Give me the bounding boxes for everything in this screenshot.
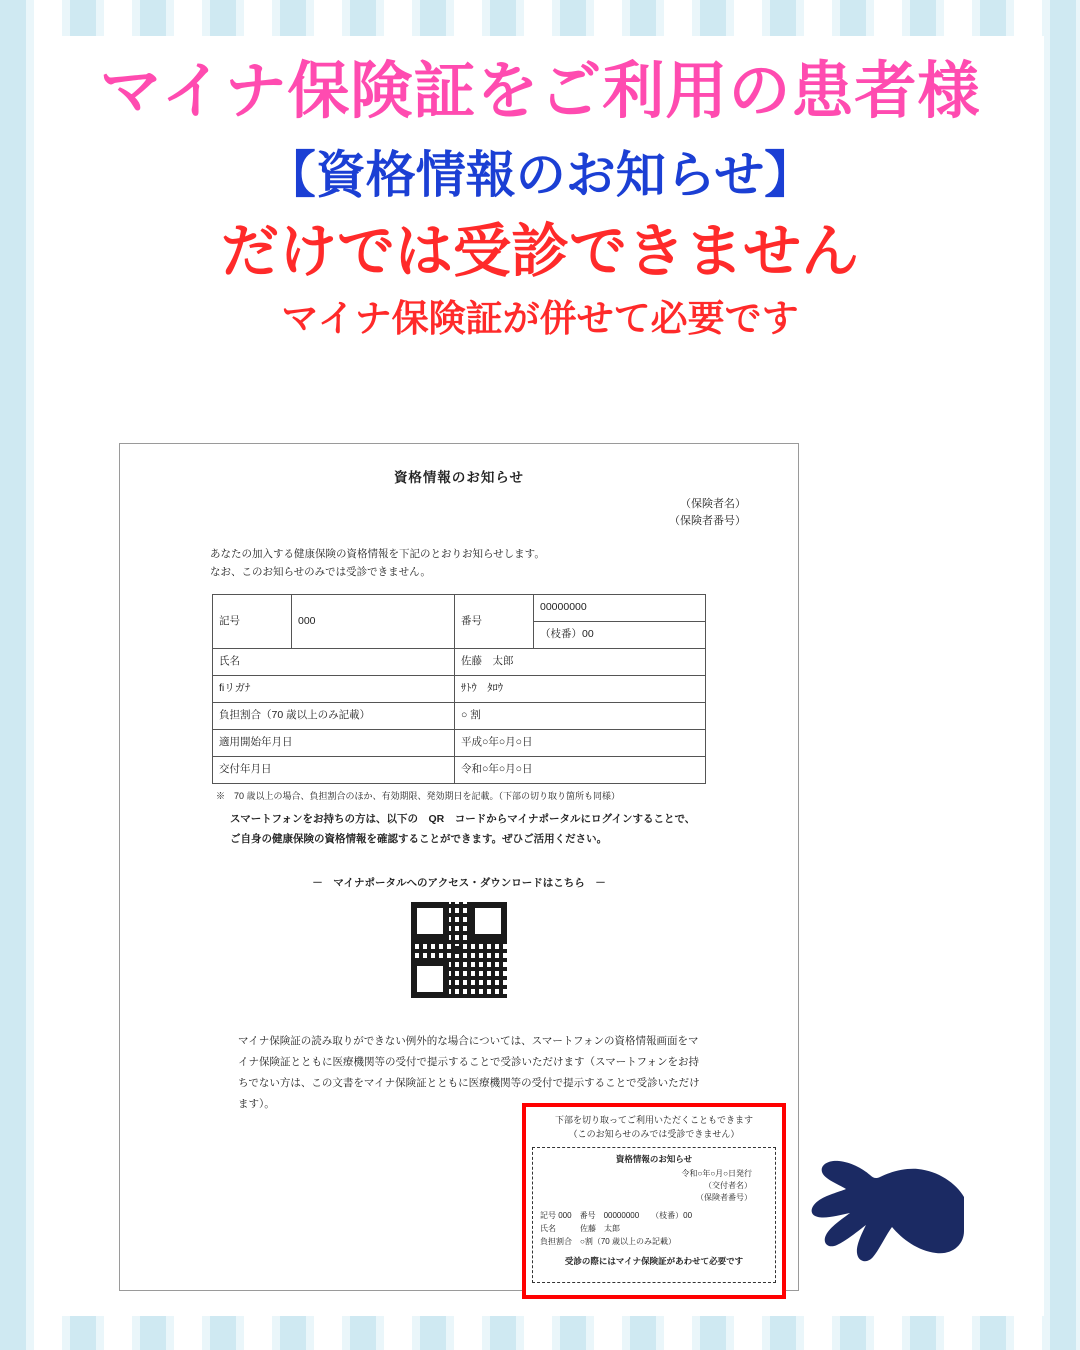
qr-code-icon [411,902,507,998]
cell-name-value: 佐藤 太郎 [455,648,706,675]
issuer-block [120,496,798,529]
cell-issue-date-label: 交付年月日 [213,756,455,783]
qr-area [120,902,798,1003]
document-sheet-inner [120,466,798,1312]
cutout-row-name: 氏名 佐藤 太郎 [540,1223,620,1233]
cell-kigou-value: 000 [292,594,455,648]
headline-line-2: 【資格情報のお知らせ】 [265,147,815,204]
table-row [213,594,706,621]
table-row [213,756,706,783]
headline-line-1: マイナ保険証をご利用の患者様 [99,57,981,126]
lead-line-1: あなたの加入する健康保険の資格情報を下記のとおりお知らせします。 [210,548,545,560]
cutout-section [522,1103,786,1299]
cutout-row-burden: 負担割合 ○割（70 歳以上のみ記載） [540,1236,676,1246]
cell-burden-label: 負担割合（70 歳以上のみ記載） [213,702,455,729]
headline-line-4: マイナ保険証が併せて必要です [281,297,799,339]
headline-block [0,56,1080,341]
issuer-name-label: （保険者名） [680,498,746,510]
cutout-header-line-2: （このお知らせのみでは受診できません） [568,1128,740,1139]
insurance-info-table [212,594,706,784]
cell-furigana-value: ｻﾄｳ ﾀﾛｳ [455,675,706,702]
headline-line-3: だけでは受診できません [220,219,859,285]
qr-alignment-marker [411,960,449,998]
cutout-issuer-number: （保険者番号） [696,1193,752,1202]
cutout-issue-block [540,1168,768,1204]
document-sheet [119,443,799,1291]
smartphone-instruction-line-2: ご自身の健康保険の資格情報を確認することができます。ぜひご活用ください。 [230,832,608,845]
cell-issue-date-value: 令和○年○月○日 [455,756,706,783]
smartphone-instruction-line-1: スマートフォンをお持ちの方は、以下の QR コードからマイナポータルにログインすることで、 [230,813,696,826]
lead-line-2: なお、このお知らせのみでは受診できません。 [210,566,431,579]
qr-caption: － マイナポータルへのアクセス・ダウンロードはこちら － [312,877,606,890]
cell-furigana-label: ﬁリガﾅ [213,675,455,702]
cutout-title: 資格情報のお知らせ [615,1154,693,1164]
exception-paragraph: マイナ保険証の読み取りができない例外的な場合については、スマートフォンの資格情報画面をマイナ保険証とともに医療機関等の受付で提示することで受診いただけます（スマートフォンをお持ちでない方は、この文書をマイナ保険証とともに医療機関等の受付で提示することで受診いただけます）。 [238,1035,700,1111]
table-row [213,702,706,729]
table-row [213,648,706,675]
table-row [213,729,706,756]
cell-edaban-value: （枝番）00 [534,621,706,648]
cutout-info-rows [540,1210,768,1248]
cutout-issue-date: 令和○年○月○日発行 [681,1169,752,1178]
qr-center-dot [455,946,463,954]
lead-paragraph [120,545,798,582]
cell-start-date-value: 平成○年○月○日 [455,729,706,756]
pointing-hand-icon [806,1135,966,1285]
issuer-number-label: （保険者番号） [669,514,746,527]
cutout-dashed-box [532,1147,776,1283]
cell-bangou-label: 番号 [455,594,534,648]
cutout-row-kigou: 記号 000 番号 00000000 （枝番）00 [540,1211,693,1220]
cell-burden-value: ○ 割 [455,702,706,729]
cell-kigou-label: 記号 [213,594,292,648]
cutout-issuer-name: （交付者名） [704,1181,752,1190]
cutout-header [526,1114,782,1141]
cell-bangou-value: 00000000 [534,594,706,621]
cutout-footer-note: 受診の際にはマイナ保険証があわせて必要です [564,1256,744,1267]
cell-start-date-label: 適用開始年月日 [213,729,455,756]
cell-name-label: 氏名 [213,648,455,675]
document-title: 資格情報のお知らせ [393,470,525,485]
smartphone-instruction [120,810,798,849]
cutout-header-line-1: 下部を切り取ってご利用いただくこともできます [554,1115,753,1125]
table-row [213,675,706,702]
table-footnote: ※ 70 歳以上の場合、負担割合のほか、有効期限、発効期日を記載。（下部の切り取り箇所も同様） [216,790,621,801]
